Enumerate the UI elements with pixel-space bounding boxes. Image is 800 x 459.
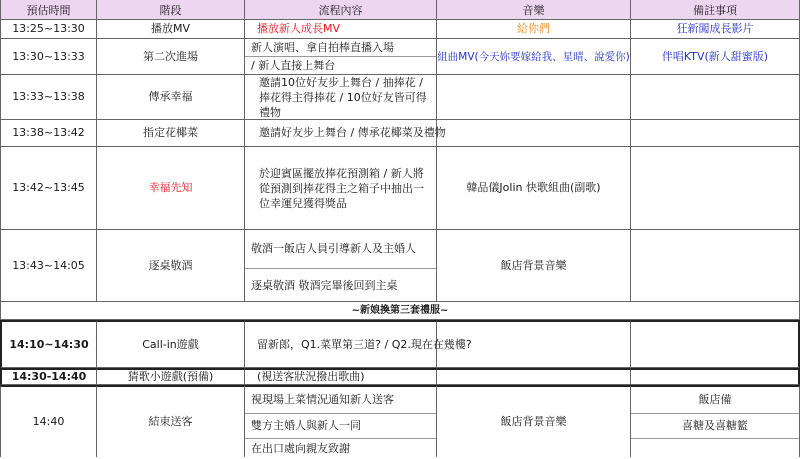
row-4-time: 13:38~13:42 bbox=[0, 120, 97, 147]
row-8-notes bbox=[631, 320, 800, 368]
row-6-flow-line-2: 逐桌敬酒 敬酒完畢後回到主桌 bbox=[251, 278, 398, 292]
row-6-notes bbox=[631, 230, 800, 302]
row-2-music: 組曲MV(今天妳要嫁給我、星晴、說愛你) bbox=[437, 39, 631, 75]
row-6-stage: 逐桌敬酒 bbox=[97, 230, 245, 302]
row-9-time: 14:30-14:40 bbox=[0, 368, 97, 385]
row-6-time: 13:43~14:05 bbox=[0, 230, 97, 302]
row-6-flow bbox=[245, 230, 437, 302]
header-flow: 流程內容 bbox=[245, 0, 437, 20]
row-3-stage: 傳承幸福 bbox=[97, 75, 245, 120]
row-5-music: 韓品儀Jolin 快歌組曲(副歌) bbox=[437, 147, 631, 230]
row-10-flow-line-2: 雙方主婚人與新人一同 bbox=[245, 414, 436, 439]
row-10-notes-line-3 bbox=[631, 439, 799, 459]
header-stage: 階段 bbox=[97, 0, 245, 20]
row-10-flow bbox=[245, 385, 437, 457]
row-2-notes: 伴唱KTV(新人甜蜜版) bbox=[631, 39, 800, 75]
row-8-stage: Call-in遊戲 bbox=[97, 320, 245, 368]
row-4-stage: 指定花椰菜 bbox=[97, 120, 245, 147]
row-6-flow-line-1: 敬酒一飯店人員引導新人及主婚人 bbox=[245, 230, 436, 269]
row-2-flow-line-2: / 新人直接上舞台 bbox=[251, 59, 336, 72]
row-3-music bbox=[437, 75, 631, 120]
row-9-music bbox=[437, 368, 631, 385]
row-9-notes bbox=[631, 368, 800, 385]
row-2-flow bbox=[245, 39, 437, 75]
row-10-flow-line-1: 視現場上菜情況通知新人送客 bbox=[245, 387, 436, 414]
row-1-time: 13:25~13:30 bbox=[0, 20, 97, 39]
row-10-notes-line-1: 飯店備 bbox=[631, 387, 799, 414]
row-2-flow-line-1: 新人演唱、拿自拍棒直播入場 bbox=[245, 39, 436, 57]
row-5-time: 13:42~13:45 bbox=[0, 147, 97, 230]
row-1-music: 給你們 bbox=[437, 20, 631, 39]
header-music: 音樂 bbox=[437, 0, 631, 20]
outfit-change-divider: ~新娘換第三套禮服~ bbox=[0, 302, 800, 320]
row-1-stage: 播放MV bbox=[97, 20, 245, 39]
row-10-flow-line-3: 在出口處向親友致謝 bbox=[251, 442, 350, 455]
header-time: 預估時間 bbox=[0, 0, 97, 20]
row-10-notes-line-2: 喜糖及喜糖籃 bbox=[631, 414, 799, 439]
row-3-flow: 邀請10位好友步上舞台 / 抽捧花 / 捧花得主得捧花 / 10位好友皆可得禮物 bbox=[245, 75, 437, 120]
row-3-notes bbox=[631, 75, 800, 120]
row-10-notes bbox=[631, 385, 800, 457]
row-1-notes: 狂新闖成長影片 bbox=[631, 20, 800, 39]
row-8-flow: 留新郎，Q1.菜單第三道? / Q2.現在在幾樓? bbox=[245, 320, 437, 368]
row-9-flow: (視送客狀況撥出歌曲) bbox=[245, 368, 437, 385]
row-6-music: 飯店背景音樂 bbox=[437, 230, 631, 302]
row-8-music bbox=[437, 320, 631, 368]
row-1-flow: 播放新人成長MV bbox=[245, 20, 437, 39]
row-10-time: 14:40 bbox=[0, 385, 97, 457]
row-8-time: 14:10~14:30 bbox=[0, 320, 97, 368]
row-4-notes bbox=[631, 120, 800, 147]
row-5-notes bbox=[631, 147, 800, 230]
row-9-stage: 猜歌小遊戲(預備) bbox=[97, 368, 245, 385]
row-2-time: 13:30~13:33 bbox=[0, 39, 97, 75]
row-10-stage: 結束送客 bbox=[97, 385, 245, 457]
row-4-flow: 邀請好友步上舞台 / 傳承花椰菜及禮物 bbox=[245, 120, 437, 147]
row-3-time: 13:33~13:38 bbox=[0, 75, 97, 120]
row-2-stage: 第二次進場 bbox=[97, 39, 245, 75]
row-5-flow: 於迎賓區擺放捧花預測箱 / 新人將從預測到捧花得主之箱子中抽出一位幸運兒獲得獎品 bbox=[245, 147, 437, 230]
row-4-music bbox=[437, 120, 631, 147]
row-10-music: 飯店背景音樂 bbox=[437, 385, 631, 457]
header-notes: 備註事項 bbox=[631, 0, 800, 20]
row-5-stage: 幸福先知 bbox=[97, 147, 245, 230]
